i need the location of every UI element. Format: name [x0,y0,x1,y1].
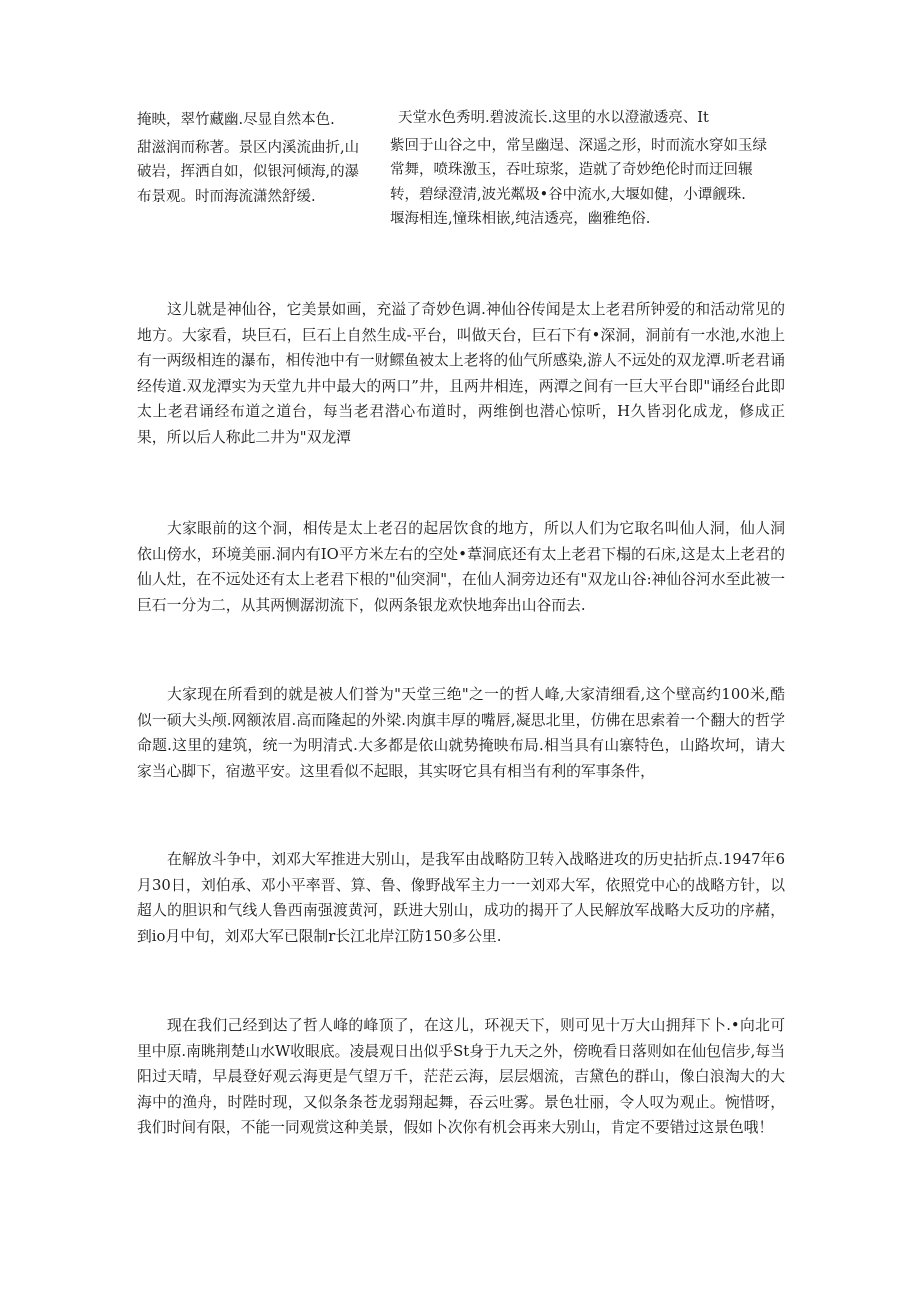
paragraph-peak-summit: 现在我们己经到达了哲人峰的峰顶了，在这儿，环视天下，则可见十万大山拥拜下卜.•向北可里中原.南眺荆楚山水W收眼底。凌晨观日出似乎St身于九天之外，傍晚看日落则如在仙包信步,每当阳过天晴，早晨登好观云海更是气望万千，茫茫云海，层层烟流，吉黛色的群山，像白浪淘大的大海中的渔舟，时陛时现，又似条条苍龙弱翔起舞，吞云吐雾。景色壮丽，令人叹为观止。惋惜呀，我们时间有限，不能一同观赏这种美景，假如卜次你有机会再来大别山，肯定不要错过这景色哦！ [137,1017,785,1136]
intro-left-line: 掩映，翠竹藏幽.尽显自然本色. [137,112,335,128]
intro-right-line: 堰海相连,憧珠相嵌,纯洁透亮，幽雅绝俗. [390,211,651,227]
intro-left-line: 布景观。时而海流潇然舒缓. [137,188,316,205]
intro-left-column [137,108,382,209]
paragraph-philosopher-peak: 大家现在所看到的就是被人们誉为"天堂三绝"之一的哲人峰,大家清细看,这个壁高约100米,酷似一硕大头颅.网额浓眉.高而隆起的外梁.肉旗丰厚的嘴唇,凝思北里，仿佛在思索着一个翻大的哲学命题.这里的建筑，统一为明清式.大多都是依山就势掩映布局.相当具有山寨特色，山路坎坷，请大家当心脚下，宿遨平安。这里看似不起眼，其实呀它具有相当有利的军事条件， [137,686,785,780]
paragraph-immortal-cave: 大家眼前的这个洞，相传是太上老召的起居饮食的地方，所以人们为它取名叫仙人洞，仙人洞依山傍水，环境美丽.洞内有IO平方米左右的空处•葦洞底还有太上老君下榻的石床,这是太上老君的仙人灶，在不远处还有太上老君下根的"仙突洞"，在仙人洞旁边还有"双龙山谷:神仙谷河水至此被一巨石一分为二，从其两恻潺沏流下，似两条银龙欢快地奔出山谷而去. [137,520,785,614]
paragraph-shenxian-valley: 这儿就是神仙谷，它美景如画，充溢了奇妙色调.神仙谷传闻是太上老君所钟爱的和活动常见的地方。大家看，块巨石，巨石上自然生成-平台，叫做天台，巨石下有•深洞，洞前有一水池,水池上有一两级相连的瀑布，相传池中有一财鳏鱼被太上老将的仙气所感染,游人不远处的双龙潭.听老君诵经传道.双龙潭实为天堂九井中最大的两口”井，且两井相连，两潭之间有一巨大平台即"诵经台此即太上老君诵经布道之道台，每当老君潜心布道时，两维倒也潜心惊听，H久皆羽化成龙，修成正果，所以后人称此二井为"双龙潭 [137,301,785,446]
intro-left-line: 甜滋润而称著。景区内溪流曲折,山 [137,139,360,156]
intro-left-line: 破岩，挥洒自如，似银河倾海,的瀑 [137,164,360,180]
intro-right-line: 紫回于山谷之中，常呈幽逞、深遥之形，时而流水穿如玉绿 [390,137,767,154]
intro-right-line: 转，碧绿澄清,波光粼圾•谷中流水,大堰如健，小谭觎珠. [390,186,746,203]
paragraph-liu-deng-army: 在解放斗争中，刘邓大军推进大别山，是我军由战略防卫转入战略进攻的历史拈折点.1947年6月30日，刘伯承、邓小平率晋、算、鲁、像野战军主力一一刘邓大军，依照党中心的战略方针，以超人的胆识和气线人鲁西南强渡黄河，跃进大别山，成功的揭开了人民解放军战略大反功的序赭，到io月中旬，刘邓大军已限制r长江北岸江防150多公里. [137,851,785,945]
intro-right-line: 天堂水色秀明.碧波流长.这里的水以澄澈透亮、It [398,110,709,126]
intro-right-column [390,106,790,232]
intro-right-line: 常舞，喷珠激玉，吞吐琼浆，造就了奇妙绝伦时而迂回辗 [390,162,753,178]
